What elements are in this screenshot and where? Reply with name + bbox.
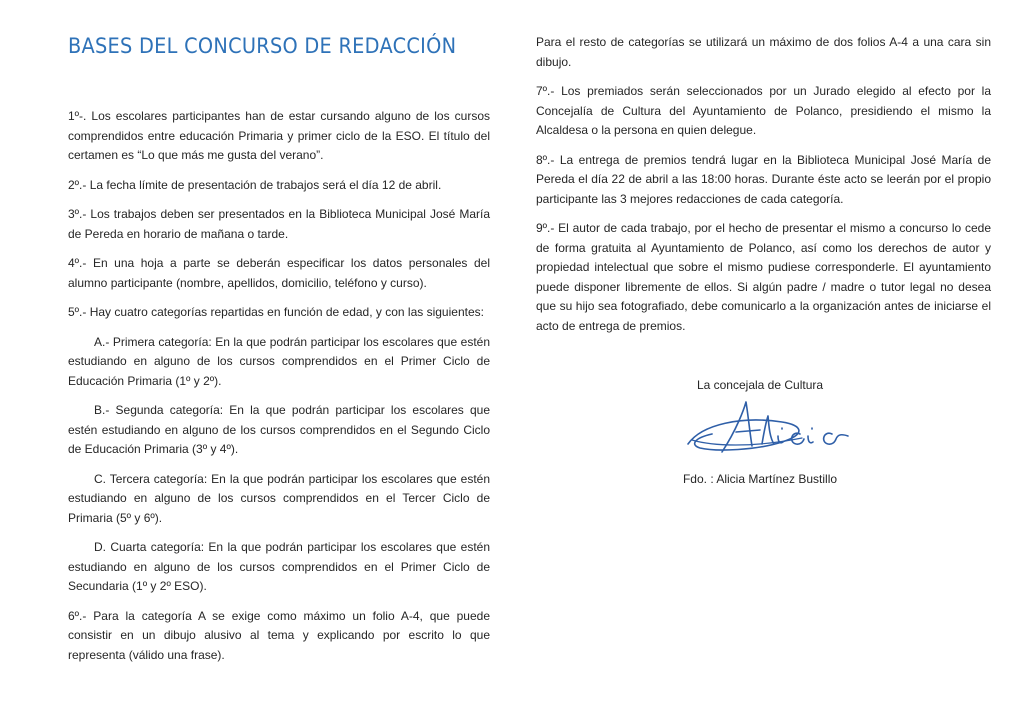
category-c: C. Tercera categoría: En la que podrán participar los escolares que estén estudiando en alguno de los cursos comprendidos en el Tercer Ciclo de Primaria (5º y 6º). — [68, 471, 490, 525]
handwritten-signature — [682, 394, 862, 464]
right-column — [536, 33, 991, 346]
clause-6-continued: Para el resto de categorías se utilizará un máximo de dos folios A-4 a una cara sin dibujo. — [536, 35, 991, 69]
clause-7: 7º.- Los premiados serán seleccionados por un Jurado elegido al efecto por la Concejalía de Cultura del Ayuntamiento de Polanco, presidiendo el mismo la Alcaldesa o la persona en quien delegue. — [536, 84, 991, 137]
document-title: BASES DEL CONCURSO DE REDACCIÓN — [68, 34, 457, 58]
category-b: B.- Segunda categoría: En la que podrán participar los escolares que estén estudiando en alguno de los cursos comprendidos en el Segundo Ciclo de Educación Primaria (3º y 4º). — [68, 403, 490, 456]
left-column — [68, 107, 490, 675]
signature-role: La concejala de Cultura — [696, 378, 824, 392]
clause-9: 9º.- El autor de cada trabajo, por el hecho de presentar el mismo a concurso lo cede de forma gratuita al Ayuntamiento de Polanco, así como los derechos de autor y propiedad intelectual que sobre el mismo pudiese corresponderle. El ayuntamiento puede disponer libremente de ellos. Si algún padre / madre o tutor legal no desea que su hijo sea fotografiado, debe comunicarlo a la organización antes de iniciarse el acto de entrega de premios. — [536, 221, 991, 333]
clause-1: 1º-. Los escolares participantes han de estar cursando alguno de los cursos comprendidos entre educación Primaria y primer ciclo de la ESO. El título del certamen es “Lo que más me gusta del verano”. — [68, 109, 490, 162]
clause-3: 3º.- Los trabajos deben ser presentados en la Biblioteca Municipal José María de Pereda en horario de mañana o tarde. — [68, 207, 490, 241]
clause-4: 4º.- En una hoja a parte se deberán especificar los datos personales del alumno participante (nombre, apellidos, domicilio, teléfono y curso). — [68, 256, 490, 290]
clause-2: 2º.- La fecha límite de presentación de trabajos será el día 12 de abril. — [68, 177, 442, 192]
category-d: D. Cuarta categoría: En la que podrán participar los escolares que estén estudiando en alguno de los cursos comprendidos en el Primer Ciclo de Secundaria (1º y 2º ESO). — [68, 540, 490, 593]
clause-6: 6º.- Para la categoría A se exige como máximo un folio A-4, que puede consistir en un dibujo alusivo al tema y explicando por escrito lo que representa (válido una frase). — [68, 608, 490, 662]
category-a: A.- Primera categoría: En la que podrán participar los escolares que estén estudiando en alguno de los cursos comprendidos en el Primer Ciclo de Educación Primaria (1º y 2º). — [68, 334, 490, 388]
signature-name: Fdo. : Alicia Martínez Bustillo — [682, 472, 838, 486]
clause-8: 8º.- La entrega de premios tendrá lugar en la Biblioteca Municipal José María de Pereda el día 22 de abril a las 18:00 horas. Durante éste acto se leerán por el propio participante las 3 mejores redacciones de cada categoría. — [536, 152, 991, 206]
clause-5: 5º.- Hay cuatro categorías repartidas en función de edad, y con las siguientes: — [68, 305, 484, 319]
